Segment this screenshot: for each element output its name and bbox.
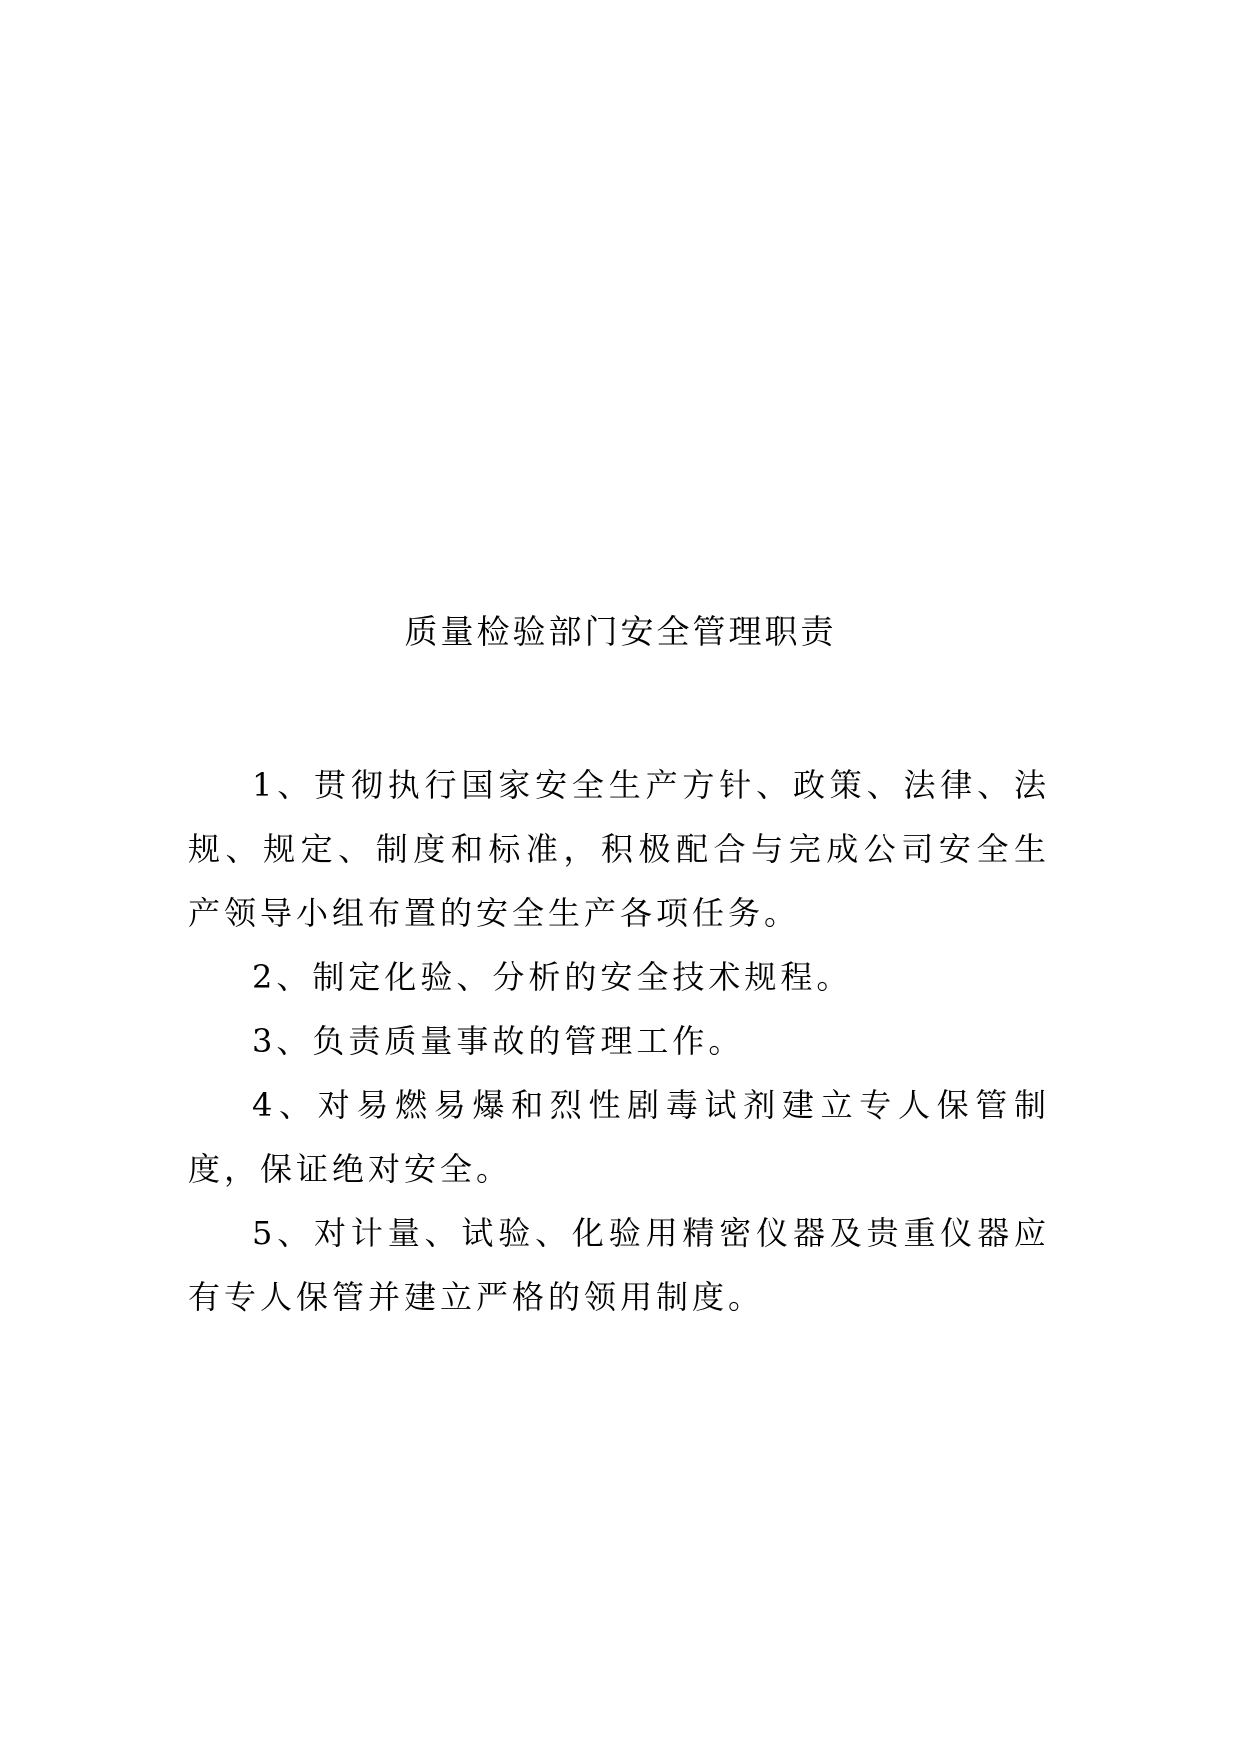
document-title: 质量检验部门安全管理职责 (404, 612, 837, 651)
duty-item-2: 2、制定化验、分析的安全技术规程。 (252, 958, 853, 996)
duty-item-5: 5、对计量、试验、化验用精密仪器及贵重仪器应有专人保管并建立严格的领用制度。 (188, 1214, 1050, 1316)
duty-item-3: 3、负责质量事故的管理工作。 (252, 1022, 745, 1060)
duty-item-4: 4、对易燃易爆和烈性剧毒试剂建立专人保管制度，保证绝对安全。 (188, 1086, 1050, 1188)
duty-item-1: 1、贯彻执行国家安全生产方针、政策、法律、法规、规定、制度和标准，积极配合与完成公司安全生产领导小组布置的安全生产各项任务。 (188, 766, 1050, 932)
document-body (188, 753, 1050, 1329)
